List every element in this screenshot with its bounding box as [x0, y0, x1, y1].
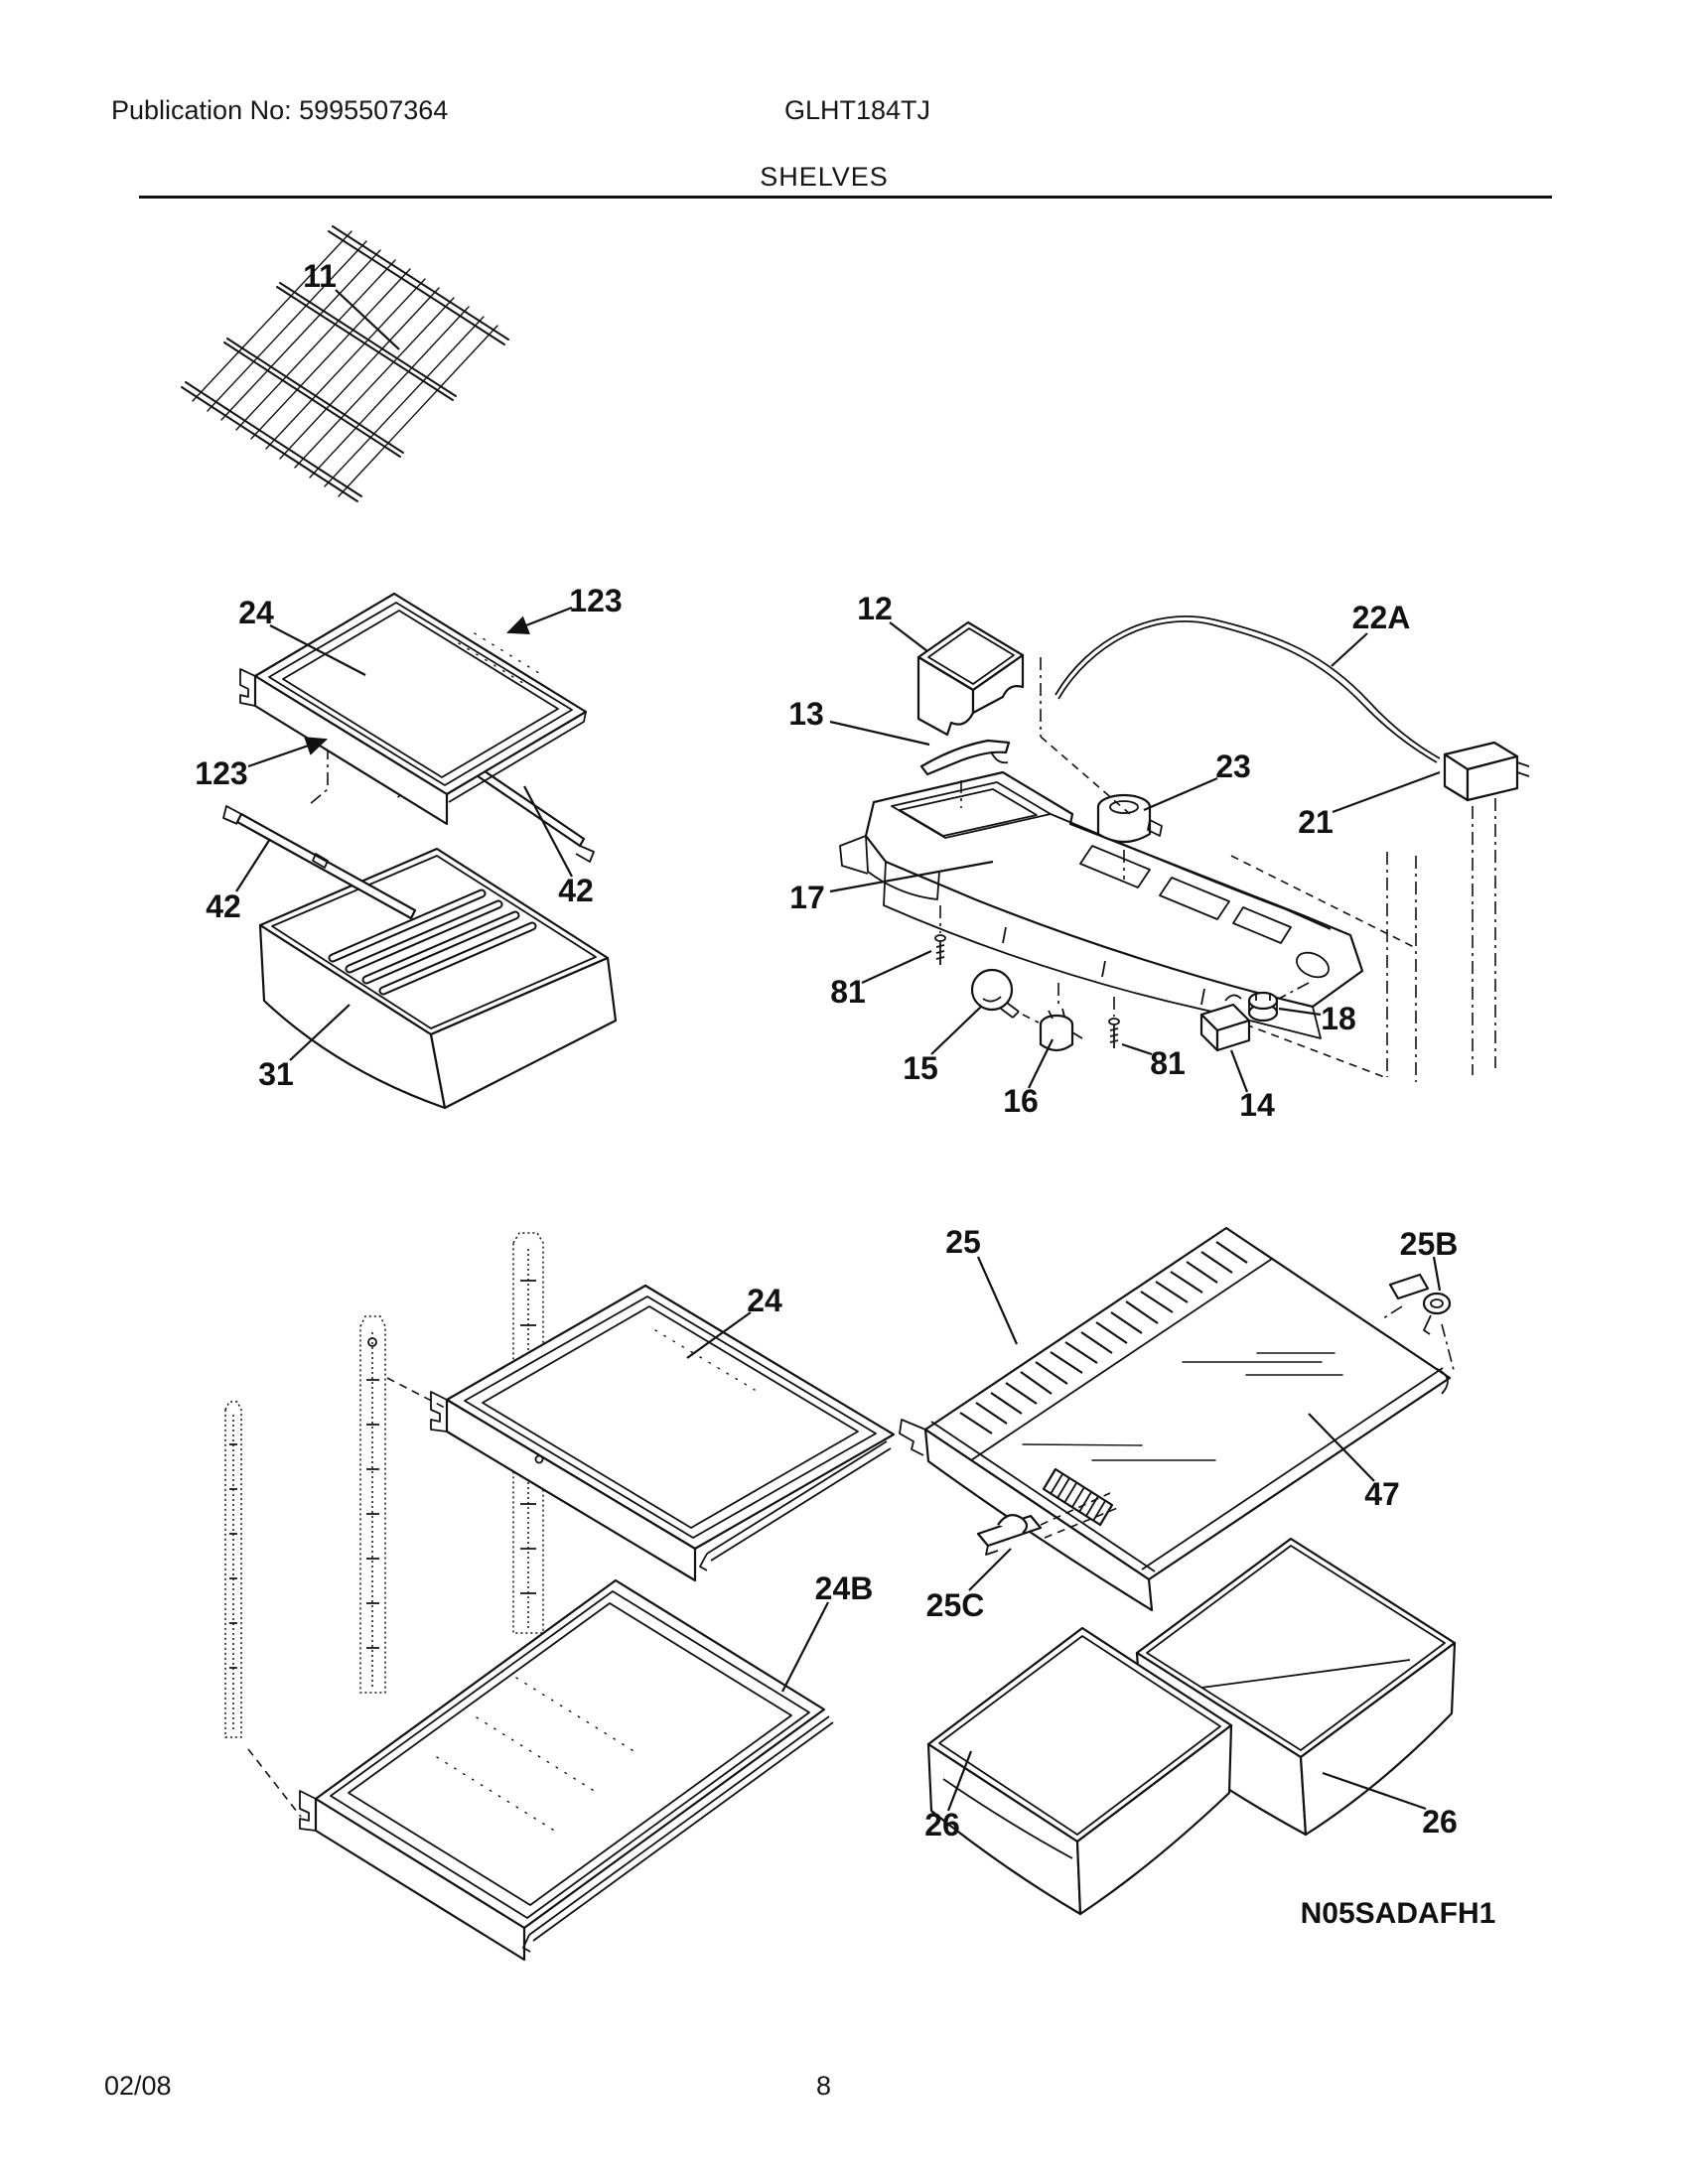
thermostat-part-23 — [1098, 795, 1162, 842]
callout-81-left: 81 — [830, 974, 866, 1010]
tube-line-2 — [1058, 621, 1437, 762]
callout-24-upper: 24 — [238, 595, 274, 630]
rail-slots — [366, 1380, 379, 1648]
callout-15: 15 — [903, 1050, 938, 1086]
callout-14: 14 — [1239, 1087, 1275, 1123]
screw-wing — [1424, 1294, 1450, 1313]
shelf-rail-2 — [360, 1316, 385, 1693]
bulb-globe — [972, 970, 1012, 1010]
glass-shelf-part-24-lower — [431, 1286, 894, 1580]
knob-top — [1249, 993, 1277, 1009]
callout-11: 11 — [303, 258, 337, 294]
socket-body — [1041, 1024, 1072, 1050]
callout-18: 18 — [1321, 1001, 1356, 1036]
shelf-frame-outer — [447, 1286, 894, 1549]
callout-123-right: 123 — [569, 583, 623, 618]
light-bulb-part-15 — [972, 970, 1019, 1018]
leader-15 — [931, 1007, 981, 1054]
shelf-left-bracket — [900, 1420, 925, 1455]
shelf-rail-1 — [225, 1402, 241, 1737]
ice-tray-part-12 — [918, 622, 1023, 735]
callout-42-right: 42 — [558, 873, 594, 908]
leader-123-right — [508, 608, 572, 632]
callout-12: 12 — [857, 591, 893, 626]
guide-rail1-shelf24B — [248, 1749, 301, 1817]
screw-shaft — [1424, 1315, 1431, 1334]
light-switch-part-21 — [1445, 743, 1529, 800]
screw-part-81-left — [935, 935, 945, 965]
glass-shelf-part-24-upper — [240, 594, 586, 824]
leader-24B — [782, 1602, 828, 1692]
section-title: SHELVES — [760, 162, 889, 192]
callout-31: 31 — [258, 1056, 294, 1092]
glass-shelf-part-24B — [300, 1580, 833, 1960]
rail-body — [471, 764, 584, 846]
crisper-cover-assembly — [223, 594, 616, 1108]
console-left-wing — [840, 836, 868, 874]
leader-12 — [890, 622, 927, 651]
wire-shelf-part-11 — [182, 226, 508, 501]
leader-23 — [1144, 778, 1217, 810]
shelf-left-bracket — [431, 1392, 447, 1432]
leader-42-left — [236, 839, 270, 891]
callout-123-left: 123 — [195, 755, 248, 791]
screw-head — [935, 935, 945, 941]
leader-81-right — [1122, 1044, 1152, 1054]
guide-25B-2 — [1380, 1306, 1402, 1320]
callout-81-right: 81 — [1150, 1045, 1186, 1081]
clip-leg — [986, 1546, 998, 1555]
leader-22A — [1332, 633, 1367, 666]
tube-line-1 — [1055, 616, 1440, 758]
shelf-left-bracket — [300, 1791, 316, 1831]
wire-rack-cross-wires — [193, 231, 497, 496]
leader-16 — [1029, 1039, 1053, 1088]
screw-head — [1109, 1019, 1119, 1024]
screw-tab — [1390, 1275, 1428, 1298]
guide-dash-123-left — [310, 747, 328, 804]
diagram-code: N05SADAFH1 — [1300, 1897, 1496, 1930]
callout-23: 23 — [1215, 749, 1251, 784]
guide-rail2-shelf24 — [387, 1378, 445, 1408]
footer-date: 02/08 — [104, 2071, 172, 2101]
control-knob-part-18 — [1249, 993, 1277, 1021]
screw-shaft — [1110, 1024, 1118, 1048]
spillsafe-shelf-part-25 — [900, 1228, 1450, 1610]
guide-bulb-socket — [1023, 1015, 1039, 1023]
callout-26-left: 26 — [924, 1807, 960, 1843]
leader-13 — [830, 722, 929, 745]
rail-end-bracket — [576, 846, 594, 862]
footer-page-number: 8 — [816, 2071, 832, 2101]
lamp-socket-part-16 — [1041, 1009, 1082, 1050]
callout-24-lower: 24 — [747, 1283, 782, 1318]
shelf-slide-rail-right-part-42 — [465, 760, 594, 862]
leader-14 — [1231, 1050, 1247, 1092]
callout-13: 13 — [788, 696, 824, 732]
bracket-spring — [1225, 995, 1241, 1001]
callout-16: 16 — [1003, 1083, 1039, 1119]
callout-25B: 25B — [1399, 1226, 1459, 1262]
leader-25C — [969, 1549, 1011, 1590]
callout-21: 21 — [1298, 804, 1334, 840]
callout-25C: 25C — [925, 1587, 985, 1623]
bracket-part-14 — [1201, 995, 1249, 1050]
leader-123-left — [248, 740, 326, 766]
shelf-left-bracket — [240, 669, 255, 706]
guide-25B-1 — [1442, 1324, 1454, 1370]
control-housing-assembly — [840, 616, 1529, 1082]
callout-24B: 24B — [814, 1570, 874, 1606]
deflector-part-13 — [921, 741, 1009, 774]
model-number: GLHT184TJ — [784, 95, 931, 125]
callout-25: 25 — [945, 1224, 981, 1260]
leader-25 — [978, 1257, 1017, 1344]
callout-47: 47 — [1364, 1476, 1400, 1512]
screw-shaft — [936, 941, 944, 965]
callout-17: 17 — [789, 880, 825, 915]
callout-26-right: 26 — [1422, 1804, 1458, 1840]
switch-terminals — [1517, 762, 1529, 776]
callout-22A: 22A — [1351, 600, 1411, 635]
leader-21 — [1333, 772, 1440, 812]
leader-25B — [1434, 1257, 1440, 1291]
leader-81-left — [862, 951, 931, 983]
publication-number: Publication No: 5995507364 — [111, 95, 449, 125]
callout-42-left: 42 — [206, 888, 241, 924]
screw-part-81-right — [1109, 1019, 1119, 1048]
capillary-tube-part-22A — [1055, 616, 1440, 762]
